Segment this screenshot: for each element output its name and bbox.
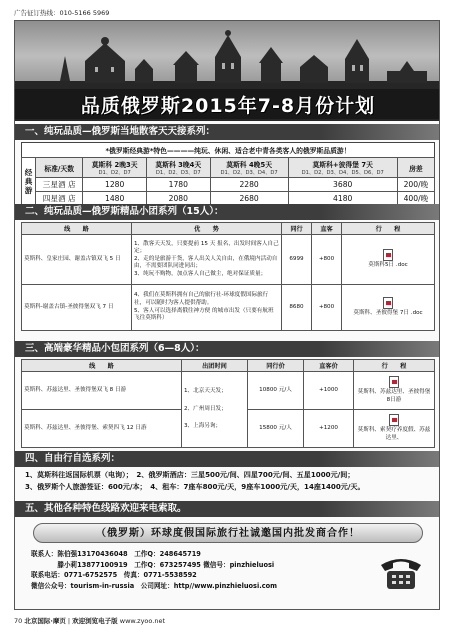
depart-time: 2、广州周日发； <box>184 405 227 412</box>
telephone-icon <box>377 551 425 591</box>
price-cell: 3680 <box>288 178 397 192</box>
page-footer: 70 北京国际·摩页 | 欢迎浏览电子版 www.zyoo.net <box>14 617 165 625</box>
col-header: 优 势 <box>132 223 282 235</box>
depart-time: 1、北京天天发； <box>184 388 227 395</box>
banner-title: 品质俄罗斯2015年7-8月份计划 <box>80 95 376 117</box>
itinerary-doc[interactable]: 莫斯科、苏兹达里、圣彼得堡8日游 <box>354 372 435 410</box>
poster <box>14 20 440 610</box>
peer-price: 8680 <box>282 285 312 331</box>
route-cell: 莫斯科、苏兹达里、圣彼得堡、索契四飞 12 日游 <box>22 410 182 448</box>
section3-block <box>21 359 435 448</box>
col-header: 同行 <box>282 223 312 235</box>
col-header: 线 路 <box>22 360 182 372</box>
side-label: 经典游 <box>22 158 36 206</box>
list-item: 3、俄罗斯个人旅游签证：600元/本； 4、租车：7座车800元/天，9座车1000元/天，14座1400元/天。 <box>25 482 365 491</box>
section1-table <box>21 157 435 206</box>
depart-time: 3、上海另询； <box>184 423 222 430</box>
section2-header: 二、纯玩品质—俄罗斯精品小团系列（15人）： <box>15 204 440 220</box>
section2-table <box>21 222 435 331</box>
row-label: 四星酒 店 <box>36 192 83 206</box>
col-header: 莫斯科 2晚3天 D1、D2、D7 <box>83 158 147 178</box>
section3-table <box>21 359 435 448</box>
publication-name: 北京国际·摩页 <box>24 617 66 625</box>
advantage-cell: 4、我们在莫斯科拥有自己的旅行社-环球度假国际旅行社，可以随时为客人提供帮助。 5、客人可以选择离俄往神方便 的城市出发（只要有航班飞往莫斯科） <box>132 285 282 331</box>
section4-list <box>25 469 435 493</box>
itinerary-doc[interactable]: 莫斯科、圣彼得堡 7日 .doc <box>342 285 435 331</box>
section2-block <box>21 222 435 331</box>
row-label: 三星酒 店 <box>36 178 83 192</box>
footer-site[interactable]: www.zyoo.net <box>119 617 165 625</box>
price-cell: 2280 <box>210 178 288 192</box>
section1-header: 一、纯玩品质—俄罗斯当地散客天天接系列： <box>15 124 440 140</box>
peer-price: 15800 元/人 <box>248 410 304 448</box>
price-cell: 2680 <box>210 192 288 206</box>
ad-hotline: 广告征订热线：010-5166 5969 <box>14 9 110 17</box>
section1-subtitle: *俄罗斯经典游*特色————纯玩、休闲、适合老中青各类客人的俄罗斯品质游！ <box>21 142 435 157</box>
col-header: 直客 <box>312 223 342 235</box>
col-header: 行 程 <box>354 360 435 372</box>
route-cell: 莫斯科、苏兹达里、圣彼得堡双飞 8 日游 <box>22 372 182 410</box>
contact-line: 联系人：陈伯强13170436048 工作Q：248645719 <box>31 550 201 558</box>
table-row <box>22 235 435 285</box>
col-header: 线 路 <box>22 223 132 235</box>
doc-file-icon <box>383 297 393 309</box>
col-header: 莫斯科+彼得堡 7天 D1、D2、D3、D4、D5、D6、D7 <box>288 158 397 178</box>
direct-price: +1200 <box>304 410 354 448</box>
col-header: 莫斯科 4晚5天 D1、D2、D3、D4、D7 <box>210 158 288 178</box>
contact-line: 滕小莉13877100919 工作Q：673257495 微信号：pinzhieluosi <box>31 560 275 569</box>
peer-price: 10800 元/人 <box>248 372 304 410</box>
col-header: 莫斯科 3晚4天 D1、D2、D3、D7 <box>146 158 210 178</box>
col-header: 出团时间 <box>182 360 248 372</box>
section3-header: 三、高端豪华精品小包团系列（6—8人）： <box>15 341 440 357</box>
depart-times <box>182 372 248 448</box>
price-cell: 400/晚 <box>397 192 434 206</box>
direct-price: +800 <box>312 285 342 331</box>
page-number: 70 <box>14 617 23 625</box>
table-row <box>22 372 435 410</box>
section5-header: 五、其他各种特色线路欢迎来电索取。 <box>15 501 440 517</box>
col-header: 房差 <box>397 158 434 178</box>
direct-price: +800 <box>312 235 342 285</box>
price-cell: 2080 <box>146 192 210 206</box>
itinerary-doc[interactable]: 莫斯科5日 .doc <box>342 235 435 285</box>
contact-line: 微信公众号：tourism-in-russia 公司网址：http//www.pinzhieluosi.com <box>31 581 278 590</box>
price-cell: 1280 <box>83 178 147 192</box>
section1-block <box>21 142 435 206</box>
doc-file-icon <box>389 414 399 426</box>
itinerary-doc[interactable]: 莫斯科、索契疗养度假、苏兹达里、 <box>354 410 435 448</box>
list-item: 1、莫斯科往返国际机票（电询）； 2、俄罗斯酒店：三星500元/间、四星700元/间、五星1000元/间； <box>25 470 355 479</box>
price-cell: 200/晚 <box>397 178 434 192</box>
col-header: 行 程 <box>342 223 435 235</box>
col-header: 直客价 <box>304 360 354 372</box>
col-header: 标准/天数 <box>36 158 83 178</box>
peer-price: 6999 <box>282 235 312 285</box>
footer-welcome: 欢迎浏览电子版 <box>72 617 118 625</box>
route-cell: 莫斯科、皇家庄园、谢盖古镇双飞 5 日 <box>22 235 132 285</box>
price-cell: 4180 <box>288 192 397 206</box>
banner-photo <box>15 21 440 121</box>
doc-file-icon <box>383 249 393 261</box>
contact-line: 联系电话：0771-6752575 传真：0771-5538592 <box>31 571 197 579</box>
direct-price: +1000 <box>304 372 354 410</box>
advantage-cell: 1、散客天天发，只要提前 15 天 报名，出发时间客人自己定； 2、走的是旅游干货，客人出关人关自由，在俄境内活动自由，不需要团队同进同出； 3、纯玩不购物，加点客人自己做主，绝对保证质量； <box>132 235 282 285</box>
price-cell: 1480 <box>83 192 147 206</box>
doc-file-icon <box>389 376 399 388</box>
partner-banner: （俄罗斯）环球度假国际旅行社诚邀国内批发商合作！ <box>33 523 423 543</box>
contact-block <box>31 549 277 591</box>
route-cell: 莫斯科-谢盖古镇-圣彼得堡双飞 7 日 <box>22 285 132 331</box>
section4-header: 四、自由行自选系列： <box>15 451 440 467</box>
table-row <box>22 178 435 192</box>
table-row <box>22 285 435 331</box>
col-header: 同行价 <box>248 360 304 372</box>
price-cell: 1780 <box>146 178 210 192</box>
